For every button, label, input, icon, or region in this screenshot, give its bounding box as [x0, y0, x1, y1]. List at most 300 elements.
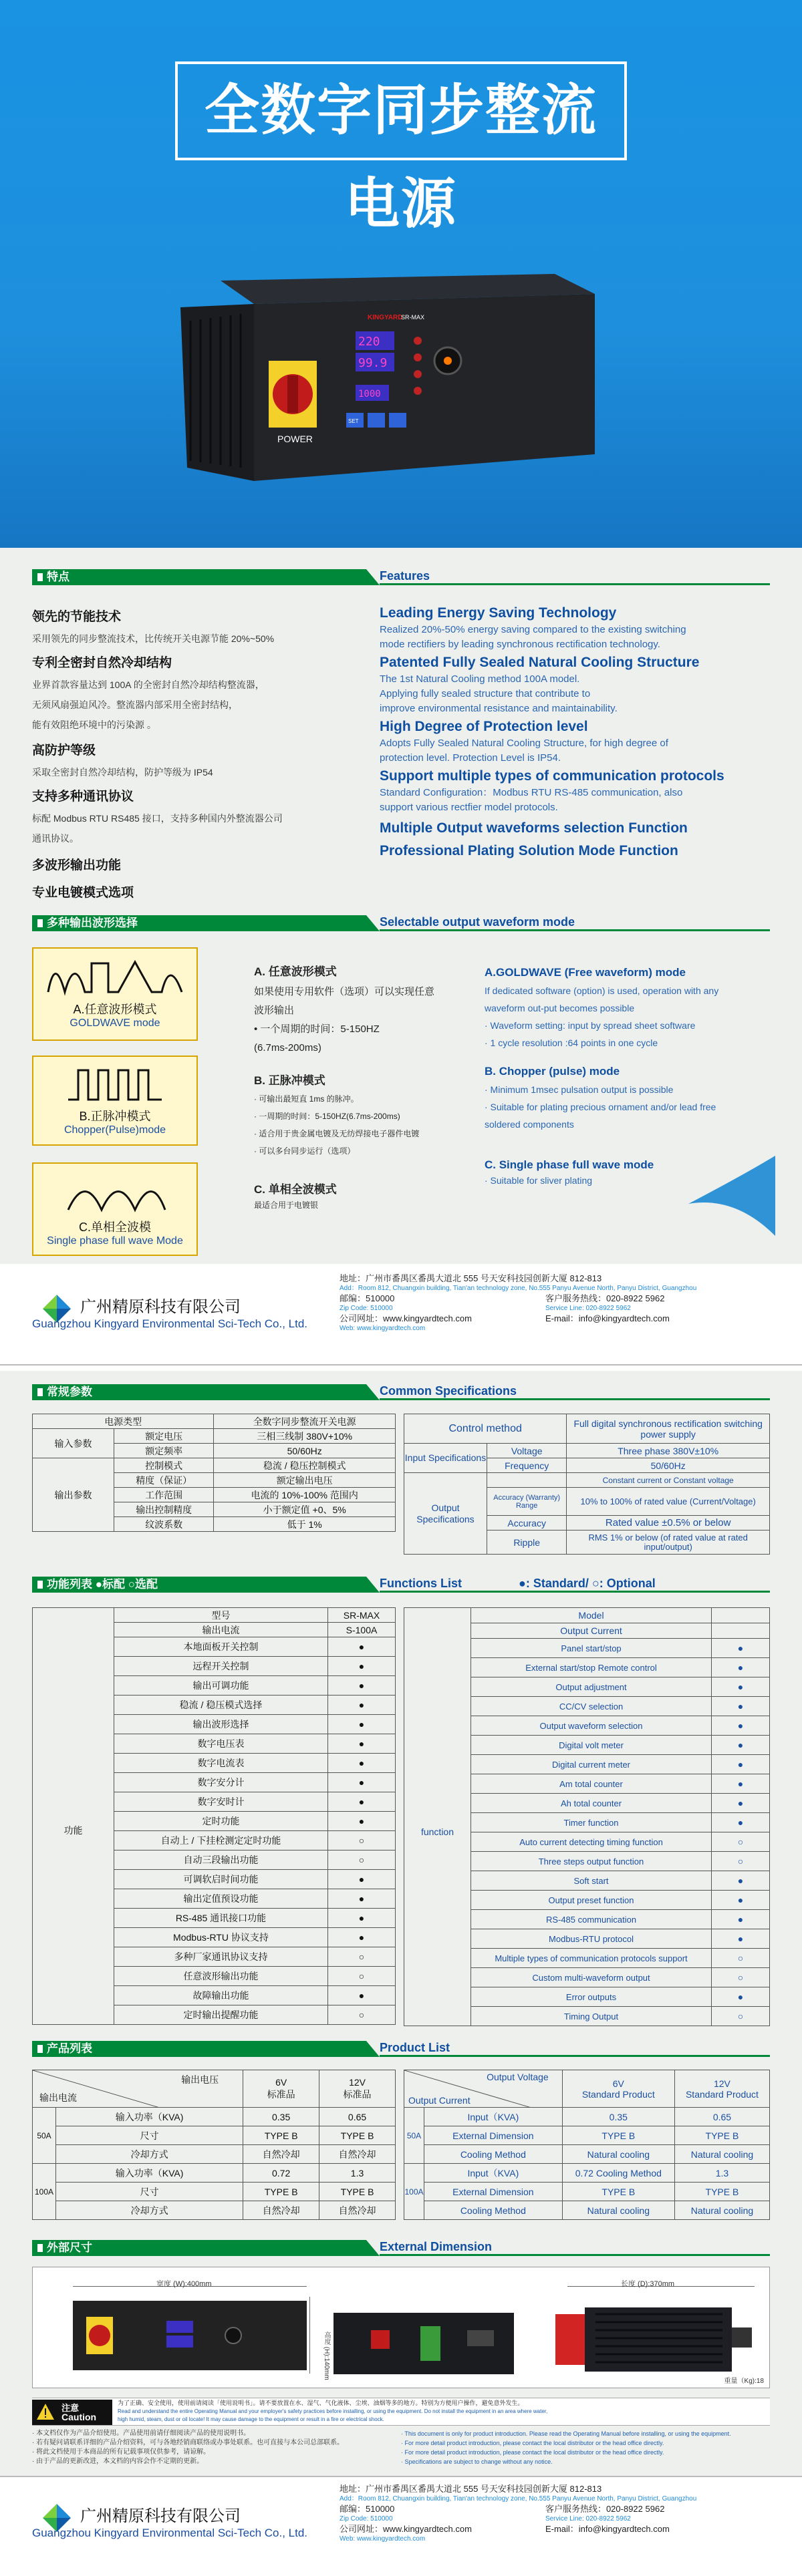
caution-text-en: high humid, steam, dust or oil locate! It may cause damage to the equipment or result in a fire or electrical shock.: [118, 2416, 384, 2422]
chopper-cn-heading: B. 正脉冲模式: [254, 1074, 325, 1087]
table-cell: TYPE B: [243, 2126, 319, 2145]
function-item-availability: ○: [712, 1949, 770, 1968]
table-cell: [712, 1623, 770, 1639]
single-phase-cn-text: 最适合用于电镀银: [254, 1200, 319, 1210]
brand-label: KINGYARD: [368, 314, 403, 321]
table-cell: External Dimension: [424, 2126, 563, 2145]
company-name-en: Guangzhou Kingyard Environmental Sci-Tech Co., Ltd.: [32, 2527, 308, 2539]
function-item-name: RS-485 通讯接口功能: [114, 1909, 328, 1928]
feature-en-text: Adopts Fully Sealed Natural Cooling Structure, for high degree of: [380, 738, 668, 749]
diag-bottom-label: 输出电流: [39, 2092, 77, 2103]
rectifier-device-image: [180, 267, 622, 488]
feature-en-text: improve environmental resistance and maintainability.: [380, 703, 618, 714]
caution-strip: [32, 2398, 770, 2426]
table-cell: 0.35: [562, 2108, 674, 2126]
table-cell: 1.3: [674, 2164, 769, 2183]
pulse-waveform-icon: [65, 1065, 165, 1104]
email-link[interactable]: E-mail：info@kingyardtech.com: [545, 2524, 670, 2534]
function-item-availability: ●: [328, 1928, 396, 1947]
specs-en-table: [404, 1414, 770, 1555]
function-item-name: 数字电流表: [114, 1754, 328, 1773]
address-cn: 地址：广州市番禺区番禺大道北 555 号天安科技园创新大厦 812-813: [340, 1273, 602, 1283]
table-cell: [404, 1608, 471, 1639]
function-item-name: 故障输出功能: [114, 1986, 328, 2005]
goldwave-cn-text: 波形输出: [254, 1005, 295, 1016]
company-footer-1: [0, 1264, 802, 1371]
table-cell: S-100A: [328, 1623, 396, 1637]
table-cell: 全数字同步整流开关电源: [214, 1414, 396, 1429]
function-item-name: Error outputs: [471, 1987, 712, 2007]
company-name-cn: 广州精原科技有限公司: [80, 1298, 241, 1316]
feature-en-heading: Leading Energy Saving Technology: [380, 605, 617, 621]
function-item-availability: ○: [328, 2005, 396, 2025]
function-item-name: Custom multi-waveform output: [471, 1968, 712, 1987]
company-name-cn: 广州精原科技有限公司: [80, 2507, 241, 2525]
feature-en-text: Applying fully sealed structure that contribute to: [380, 688, 591, 699]
diag-top-label: Output Voltage: [487, 2072, 549, 2082]
function-item-availability: ●: [328, 1715, 396, 1734]
diag-bottom-label: Output Current: [408, 2095, 471, 2106]
zip-cn: 邮编：510000: [340, 2504, 395, 2514]
table-cell: 10% to 100% of rated value (Current/Voltage): [567, 1488, 770, 1516]
single-phase-en-heading: C. Single phase full wave mode: [485, 1158, 654, 1171]
table-cell: 6V Standard Product: [562, 2070, 674, 2108]
function-item-availability: ●: [712, 1658, 770, 1677]
single-phase-cn-heading: C. 单相全波模式: [254, 1183, 337, 1196]
current-display: 99.9: [358, 356, 388, 370]
table-cell: 输出控制精度: [114, 1502, 214, 1517]
chopper-cn-text: · 可输出最短直 1ms 的脉冲。: [254, 1094, 359, 1104]
feature-cn-heading: 支持多种通讯协议: [32, 790, 134, 804]
function-item-name: 数字安时计: [114, 1792, 328, 1812]
table-cell: 50A: [404, 2108, 424, 2164]
function-item-name: Am total counter: [471, 1774, 712, 1794]
table-cell: TYPE B: [319, 2126, 396, 2145]
function-item-name: 多种厂家通讯协议支持: [114, 1947, 328, 1967]
model-label: SR-MAX: [401, 314, 425, 321]
specs-cn-title: 常规参数: [32, 1384, 366, 1400]
function-item-name: Modbus-RTU 协议支持: [114, 1928, 328, 1947]
specs-cn-table: [32, 1414, 396, 1532]
function-item-availability: ●: [712, 1987, 770, 2007]
functions-en-table: [404, 1607, 770, 2026]
table-cell: 额定频率: [114, 1444, 214, 1458]
caution-text-en: Read and understand the entire Operating Manual and your employer's safety practices before installing, or using the equipment. Do not install the equipment in an area where water,: [118, 2408, 548, 2414]
table-cell: 小于额定值 +0、5%: [214, 1502, 396, 1517]
table-cell: Voltage: [487, 1444, 567, 1458]
table-cell: 电源类型: [33, 1414, 214, 1429]
table-cell: 自然冷却: [319, 2201, 396, 2220]
table-cell: 输出电流: [114, 1623, 328, 1637]
function-item-name: 数字电压表: [114, 1734, 328, 1754]
products-en-table: [404, 2070, 770, 2220]
functions-section-bar: [32, 1577, 770, 1593]
single-phase-mode-box: [32, 1162, 198, 1256]
feature-en-heading: Patented Fully Sealed Natural Cooling Structure: [380, 655, 700, 670]
company-contact-block: [340, 1273, 781, 1333]
function-item-name: 自动上 / 下挂栓测定定时功能: [114, 1831, 328, 1850]
function-item-availability: ●: [712, 1891, 770, 1910]
function-item-name: Output adjustment: [471, 1677, 712, 1697]
length-label: 长度 (D):370mm: [621, 2280, 675, 2288]
caution-text-cn: 为了正确、安全使用，使用前请阅读「使用说明书」。请不要放置在水、湿气、气化液体、尘埃、油烟等多的地方。特别为方便用户操作，避免意外发生。: [118, 2400, 524, 2406]
notes-en: [401, 2429, 770, 2466]
table-cell: SR-MAX: [328, 1608, 396, 1623]
feature-cn-heading: 专利全密封自然冷却结构: [32, 656, 172, 670]
function-item-availability: ●: [328, 1909, 396, 1928]
goldwave-box-cn: A.任意波形模式: [73, 1003, 157, 1016]
website-en[interactable]: Web: www.kingyardtech.com: [340, 2535, 426, 2543]
chopper-en-heading: B. Chopper (pulse) mode: [485, 1065, 620, 1078]
function-group-label: function: [404, 1639, 471, 2026]
function-item-availability: ○: [328, 1850, 396, 1870]
width-label: 宽度 (W):400mm: [156, 2280, 212, 2288]
dimension-section-bar: [32, 2240, 770, 2256]
table-cell: 控制模式: [114, 1458, 214, 1473]
table-cell: 100A: [33, 2164, 56, 2220]
function-item-availability: ●: [712, 1755, 770, 1774]
function-item-availability: ○: [712, 1852, 770, 1871]
caution-badge-en: Caution: [61, 2412, 97, 2422]
chopper-cn-text: · 一周期的时间：5-150HZ(6.7ms-200ms): [254, 1112, 400, 1121]
website-en[interactable]: Web: www.kingyardtech.com: [340, 1325, 426, 1332]
function-item-availability: ●: [328, 1792, 396, 1812]
table-cell: External Dimension: [424, 2183, 563, 2201]
feature-cn-text: 无须风扇强迫风冷。整流器内部采用全密封结构，: [32, 699, 238, 710]
address-en: Add：Room 812, Chuangxin building, Tian'an technology zone, No.555 Panyu Avenue North, Panyu District, Guangzhou: [340, 1285, 697, 1292]
notes-cn: [32, 2429, 380, 2466]
function-item-name: Timing Output: [471, 2007, 712, 2026]
feature-en-text: Standard Configuration：Modbus RTU RS-485 communication, also: [380, 787, 683, 798]
chopper-box-cn: B.正脉冲模式: [79, 1110, 151, 1123]
hero-title: 全数字同步整流电源: [175, 61, 627, 160]
products-cn-title: 产品列表: [32, 2041, 366, 2057]
waveform-cn-desc: [254, 962, 475, 1214]
feature-cn-text: 通讯协议。: [32, 833, 79, 844]
voltage-display: 220: [358, 335, 380, 349]
function-item-name: 任意波形输出功能: [114, 1967, 328, 1986]
function-item-name: 定时功能: [114, 1812, 328, 1831]
table-cell: Cooling Method: [424, 2145, 563, 2164]
goldwave-waveform-icon: [41, 955, 188, 997]
function-item-availability: ●: [328, 1657, 396, 1676]
note-cn: · 由于产品的更新改进，本文档的内容会作不定期的更新。: [32, 2458, 204, 2465]
company-contact-block: [340, 2484, 781, 2544]
function-item-name: Timer function: [471, 1813, 712, 1832]
table-cell: TYPE B: [319, 2183, 396, 2201]
service-line-cn: 客户服务热线：020-8922 5962: [545, 1293, 665, 1303]
function-item-name: Ah total counter: [471, 1794, 712, 1813]
set-button-label: SET: [348, 418, 359, 424]
features-en-title: Features: [380, 569, 430, 583]
function-item-name: 定时输出提醒功能: [114, 2005, 328, 2025]
function-item-availability: ○: [328, 1967, 396, 1986]
function-item-availability: ●: [712, 1639, 770, 1658]
function-item-availability: ●: [712, 1871, 770, 1891]
function-item-name: 稳流 / 稳压模式选择: [114, 1696, 328, 1715]
table-cell: 型号: [114, 1608, 328, 1623]
company-footer-2: [0, 2476, 802, 2576]
waveform-section-bar: [32, 915, 770, 931]
table-cell: TYPE B: [562, 2183, 674, 2201]
function-item-name: Multiple types of communication protocols support: [471, 1949, 712, 1968]
blue-swoosh-decoration: [675, 1156, 775, 1249]
table-cell: Constant current or Constant voltage: [567, 1473, 770, 1488]
table-cell: 额定输出电压: [214, 1473, 396, 1488]
table-cell: [33, 1608, 114, 1637]
table-cell: 1.3: [319, 2164, 396, 2183]
table-cell: 6V 标准品: [243, 2070, 319, 2108]
function-item-availability: ○: [712, 2007, 770, 2026]
goldwave-en-text: · Waveform setting: input by spread sheet software: [485, 1020, 696, 1031]
table-cell: 电流的 10%-100% 范围内: [214, 1488, 396, 1502]
function-item-name: Soft start: [471, 1871, 712, 1891]
table-cell: Three phase 380V±10%: [567, 1444, 770, 1458]
table-cell: 0.65: [674, 2108, 769, 2126]
function-item-name: External start/stop Remote control: [471, 1658, 712, 1677]
warning-triangle-icon: [36, 2402, 55, 2421]
waveform-en-title: Selectable output waveform mode: [380, 915, 575, 929]
table-cell: Output Current: [471, 1623, 712, 1639]
feature-en-heading: Multiple Output waveforms selection Function: [380, 820, 688, 836]
table-cell: 0.72: [243, 2164, 319, 2183]
function-item-name: 输出波形选择: [114, 1715, 328, 1734]
height-label: 高度 (H):140mm: [323, 2331, 330, 2380]
function-item-availability: ●: [712, 1929, 770, 1949]
table-cell: Input Specifications: [404, 1444, 487, 1473]
caution-badge-cn: 注意: [61, 2403, 80, 2413]
waveform-cn-title: 多种输出波形选择: [32, 915, 366, 931]
table-cell: Output Specifications: [404, 1473, 487, 1555]
table-cell: Natural cooling: [674, 2145, 769, 2164]
function-item-availability: ●: [328, 1676, 396, 1696]
functions-cn-title: 功能列表 ●标配 ○选配: [32, 1577, 366, 1593]
products-cn-table: [32, 2070, 396, 2220]
table-cell: 稳流 / 稳压控制模式: [214, 1458, 396, 1473]
function-item-name: RS-485 communication: [471, 1910, 712, 1929]
table-cell: 额定电压: [114, 1429, 214, 1444]
goldwave-cn-text: • 一个周期的时间：5-150HZ: [254, 1023, 380, 1035]
products-section-bar: [32, 2041, 770, 2057]
chopper-en-text: · Suitable for plating precious ornament and/or lead free: [485, 1102, 716, 1112]
note-en: · This document is only for product introduction. Please read the Operating Manual before installing, or using the equipment.: [401, 2430, 731, 2437]
table-cell: 纹波系数: [114, 1517, 214, 1532]
dimension-drawing-panel: [32, 2267, 770, 2388]
goldwave-cn-text: (6.7ms-200ms): [254, 1042, 321, 1054]
zip-en: Zip Code: 510000: [340, 1305, 393, 1312]
service-line-en: Service Line: 020-8922 5962: [545, 1305, 631, 1312]
table-cell: 12V 标准品: [319, 2070, 396, 2108]
table-cell: [712, 1608, 770, 1623]
chopper-cn-text: · 适合用于贵金属电镀及无纺焊接电子器件电镀: [254, 1129, 420, 1138]
table-cell: Input（KVA): [424, 2164, 563, 2183]
feature-en-heading: Support multiple types of communication protocols: [380, 768, 724, 784]
time-display: 1000: [358, 389, 381, 399]
website-cn[interactable]: 公司网址：www.kingyardtech.com: [340, 1313, 472, 1323]
table-cell: Cooling Method: [424, 2201, 563, 2220]
function-item-name: 远程开关控制: [114, 1657, 328, 1676]
functions-en-title: Functions List: [380, 1577, 462, 1590]
table-cell: [33, 2070, 243, 2108]
function-item-availability: ●: [328, 1754, 396, 1773]
service-line-en: Service Line: 020-8922 5962: [545, 2515, 631, 2523]
hero-banner: [0, 0, 802, 548]
single-phase-en-text: · Suitable for sliver plating: [485, 1175, 593, 1186]
table-cell: Full digital synchronous rectification switching power supply: [567, 1414, 770, 1444]
function-item-name: 本地面板开关控制: [114, 1637, 328, 1657]
table-cell: [487, 1473, 567, 1488]
table-cell: 50/60Hz: [214, 1444, 396, 1458]
function-item-name: Digital current meter: [471, 1755, 712, 1774]
goldwave-cn-heading: A. 任意波形模式: [254, 965, 337, 978]
function-item-availability: ●: [328, 1812, 396, 1831]
zip-cn: 邮编：510000: [340, 1293, 395, 1303]
dimension-cn-title: 外部尺寸: [32, 2240, 366, 2256]
function-item-availability: ●: [712, 1910, 770, 1929]
dimension-en-title: External Dimension: [380, 2240, 493, 2253]
specs-section-bar: [32, 1384, 770, 1400]
function-group-label: 功能: [33, 1637, 114, 2025]
function-item-availability: ●: [328, 1637, 396, 1657]
function-item-availability: ○: [328, 1831, 396, 1850]
functions-cn-table: [32, 1607, 396, 2025]
feature-en-text: support various rectfier model protocols.: [380, 802, 558, 813]
address-cn: 地址：广州市番禺区番禺大道北 555 号天安科技园创新大厦 812-813: [340, 2484, 602, 2494]
table-cell: 50A: [33, 2108, 56, 2164]
address-en: Add：Room 812, Chuangxin building, Tian'an technology zone, No.555 Panyu Avenue North, Panyu District, Guangzhou: [340, 2495, 697, 2503]
email-link[interactable]: E-mail：info@kingyardtech.com: [545, 1313, 670, 1323]
table-cell: 0.72 Cooling Method: [562, 2164, 674, 2183]
table-cell: Input（KVA): [424, 2108, 563, 2126]
table-cell: 冷却方式: [56, 2201, 243, 2220]
function-item-availability: ●: [712, 1736, 770, 1755]
function-item-name: Panel start/stop: [471, 1639, 712, 1658]
function-item-name: 自动三段输出功能: [114, 1850, 328, 1870]
note-en: · For more detail product introduction, please contact the local distributor or the head office directly.: [401, 2449, 664, 2456]
feature-en-heading: High Degree of Protection level: [380, 719, 588, 734]
function-item-availability: ●: [712, 1774, 770, 1794]
function-item-name: 可调软启时间功能: [114, 1870, 328, 1889]
table-cell: 输出参数: [33, 1458, 114, 1532]
table-cell: 0.35: [243, 2108, 319, 2126]
feature-en-text: The 1st Natural Cooling method 100A model.: [380, 673, 580, 685]
feature-en-text: Realized 20%-50% energy saving compared to the existing switching: [380, 624, 686, 635]
chopper-box-en: Chopper(Pulse)mode: [63, 1124, 166, 1136]
company-name-en: Guangzhou Kingyard Environmental Sci-Tech Co., Ltd.: [32, 1317, 308, 1330]
goldwave-box-en: GOLDWAVE mode: [70, 1017, 160, 1029]
function-item-availability: ●: [712, 1716, 770, 1736]
full-wave-waveform-icon: [61, 1173, 168, 1215]
note-cn: · 若有疑问请联系详细的产品介绍资料，可与各地经销商联络或办事处联系。也可直接与本公司总部联系。: [32, 2439, 344, 2446]
table-cell: 输入参数: [33, 1429, 114, 1458]
side-view-drawing: [555, 2307, 756, 2372]
table-cell: 冷却方式: [56, 2145, 243, 2164]
feature-cn-heading: 高防护等级: [32, 744, 96, 758]
function-item-availability: ●: [328, 1734, 396, 1754]
table-cell: Natural cooling: [674, 2201, 769, 2220]
table-cell: 0.65: [319, 2108, 396, 2126]
specs-en-title: Common Specifications: [380, 1384, 517, 1398]
table-cell: 低于 1%: [214, 1517, 396, 1532]
function-item-availability: ●: [328, 1986, 396, 2005]
function-item-name: Three steps output function: [471, 1852, 712, 1871]
front-view-drawing: [73, 2301, 307, 2370]
function-item-name: 输出定值预设功能: [114, 1889, 328, 1909]
table-cell: 自然冷却: [319, 2145, 396, 2164]
features-cn-list: [32, 607, 380, 901]
function-item-name: 输出可调功能: [114, 1676, 328, 1696]
function-item-availability: ●: [712, 1813, 770, 1832]
note-en: · For more detail product introduction, please contact the local distributor or the head office directly.: [401, 2440, 664, 2446]
feature-cn-text: 业界首款容量达到 100A 的全密封自然冷却结构整流器，: [32, 679, 265, 690]
single-phase-box-en: Single phase full wave Mode: [47, 1235, 183, 1247]
function-item-name: CC/CV selection: [471, 1697, 712, 1716]
function-item-name: Digital volt meter: [471, 1736, 712, 1755]
function-item-availability: ○: [328, 1947, 396, 1967]
table-cell: TYPE B: [562, 2126, 674, 2145]
diag-top-label: 输出电压: [181, 2074, 219, 2085]
goldwave-en-text: If dedicated software (option) is used, operation with any: [485, 985, 719, 996]
function-item-name: Modbus-RTU protocol: [471, 1929, 712, 1949]
features-en-list: [380, 605, 781, 859]
function-item-name: 数字安分计: [114, 1773, 328, 1792]
table-cell: Accuracy (Warranty) Range: [487, 1488, 567, 1516]
function-item-availability: ○: [712, 1832, 770, 1852]
table-cell: 自然冷却: [243, 2201, 319, 2220]
feature-cn-text: 采取全密封自然冷却结构，防护等级为 IP54: [32, 767, 213, 778]
feature-cn-heading: 多波形输出功能: [32, 858, 122, 872]
function-item-availability: ●: [712, 1677, 770, 1697]
feature-cn-heading: 专业电镀模式选项: [32, 886, 134, 900]
zip-en: Zip Code: 510000: [340, 2515, 393, 2523]
rear-view-drawing: [333, 2313, 514, 2374]
table-cell: Natural cooling: [562, 2201, 674, 2220]
features-cn-title: 特点: [32, 569, 366, 585]
table-cell: RMS 1% or below (of rated value at rated input/output): [567, 1531, 770, 1555]
table-cell: 尺寸: [56, 2126, 243, 2145]
function-item-name: Output waveform selection: [471, 1716, 712, 1736]
functions-legend: ●: Standard/ ○: Optional: [519, 1577, 656, 1590]
chopper-cn-text: · 可以多台同步运行（选项）: [254, 1146, 356, 1156]
function-item-availability: ●: [712, 1697, 770, 1716]
table-cell: TYPE B: [243, 2183, 319, 2201]
table-cell: [404, 2070, 563, 2108]
function-item-availability: ○: [712, 1968, 770, 1987]
power-label: POWER: [277, 434, 313, 444]
table-cell: 50/60Hz: [567, 1458, 770, 1473]
feature-cn-text: 能有效阻绝环境中的污染源 。: [32, 719, 156, 730]
goldwave-cn-text: 如果使用专用软件（选项）可以实现任意: [254, 986, 435, 997]
table-cell: Accuracy: [487, 1516, 567, 1531]
service-line-cn: 客户服务热线：020-8922 5962: [545, 2504, 665, 2514]
table-cell: 自然冷却: [243, 2145, 319, 2164]
note-en: · Specifications are subject to change without any notice.: [401, 2458, 553, 2465]
caution-badge: [32, 2400, 112, 2425]
single-phase-box-cn: C.单相全波模: [79, 1221, 151, 1234]
goldwave-mode-box: [32, 947, 198, 1041]
table-cell: 精度（保证）: [114, 1473, 214, 1488]
goldwave-en-heading: A.GOLDWAVE (Free waveform) mode: [485, 966, 686, 979]
table-cell: Control method: [404, 1414, 567, 1444]
table-cell: TYPE B: [674, 2183, 769, 2201]
function-item-name: Auto current detecting timing function: [471, 1832, 712, 1852]
table-cell: TYPE B: [674, 2126, 769, 2145]
website-cn[interactable]: 公司网址：www.kingyardtech.com: [340, 2524, 472, 2534]
table-cell: Natural cooling: [562, 2145, 674, 2164]
table-cell: 工作范围: [114, 1488, 214, 1502]
feature-cn-heading: 领先的节能技术: [32, 610, 122, 624]
goldwave-en-text: · 1 cycle resolution :64 points in one cycle: [485, 1037, 658, 1048]
